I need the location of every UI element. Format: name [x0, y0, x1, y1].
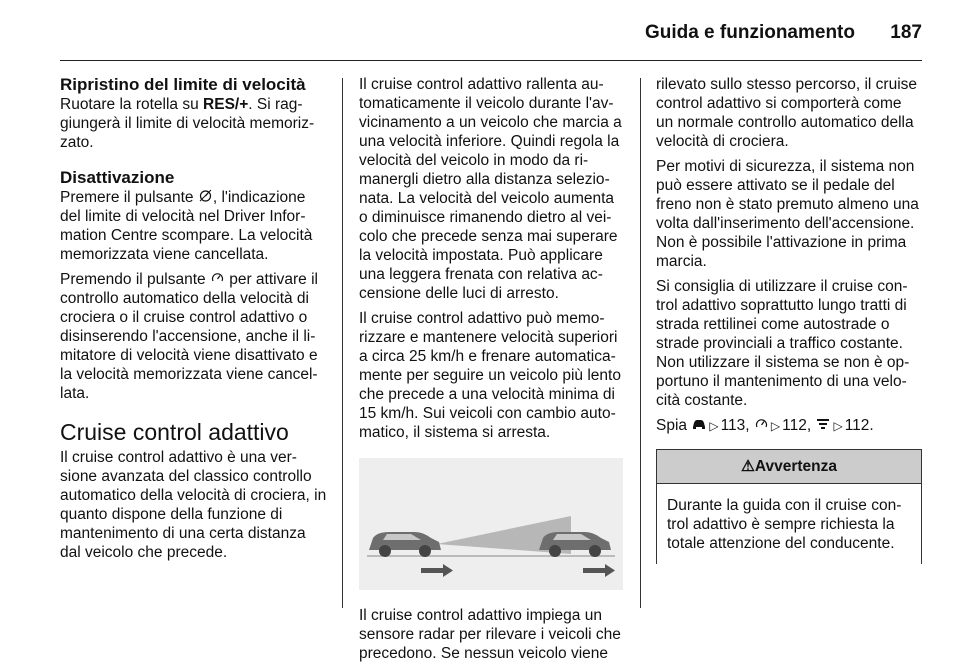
cruise-control-icon — [755, 417, 768, 433]
radar-illustration — [359, 458, 623, 590]
reference-arrow-icon: ▷ — [770, 419, 781, 433]
text-run: Premere il pulsante — [60, 189, 198, 206]
direction-arrow-icon — [583, 564, 615, 577]
page-number: 187 — [890, 22, 922, 43]
header-title: Guida e funzionamento — [644, 22, 855, 43]
page-ref: 113, — [720, 417, 754, 434]
paragraph-cruise-2: Il cruise control adattivo può memorizzare e mantenere velocità superiori a circa 25 km/h e frenare automaticamente per seguire un veicolo più lento che precede a una velocità minima di 15 km/h. Sui veicoli con cambio automatico, il sistema si arresta. — [359, 310, 621, 441]
column-1 — [60, 75, 327, 568]
reference-arrow-icon: ▷ — [833, 419, 843, 433]
column-3 — [656, 75, 922, 564]
warning-body: Durante la guida con il cruise control adattivo è sempre richiesta la totale attenzione del conducente. — [667, 497, 902, 552]
text-run: Premendo il pulsante — [60, 271, 210, 288]
column-2 — [359, 75, 625, 669]
warning-box — [656, 449, 922, 564]
text-run: , l'indicazione del limite di velocità nel Driver Information Centre scompare. La velocità memorizzata viene cancellata. — [60, 189, 313, 263]
control-label-res: RES/+ — [203, 96, 249, 113]
page-ref: 112, — [782, 417, 816, 434]
speed-limiter-icon — [199, 189, 212, 205]
heading-ripristino: Ripristino del limite di velocità — [60, 75, 306, 94]
paragraph-col3-3: Si consiglia di utilizzare il cruise control adattivo soprattutto lungo tratti di strada rettilinei come autostrade o strade provinciali a traffico costante. Non utilizzare il sistema se non è opportuno il mantenimento di una velocità costante. — [656, 278, 910, 409]
spia-label: Spia — [656, 417, 692, 434]
paragraph-disattivazione-2 — [60, 270, 327, 403]
warning-title: Avvertenza — [754, 458, 838, 475]
indicator-references — [656, 416, 922, 436]
vehicle-ahead-icon — [692, 418, 706, 433]
paragraph-disattivazione-1 — [60, 188, 327, 264]
warning-triangle-icon: ⚠ — [740, 458, 755, 475]
direction-arrow-icon — [421, 564, 453, 577]
text-run: per attivare il controllo automatico della velocità di crociera o il cruise control adattivo o disinserendo l'accensione, anche il limitatore di velocità viene disattivato e la velocità memorizzata viene cancellata. — [60, 271, 318, 402]
paragraph-cruise-3: Il cruise control adattivo impiega un sensore radar per rilevare i veicoli che precedono. Se nessun veicolo viene — [359, 607, 621, 662]
paragraph-ripristino — [60, 95, 327, 152]
page-ref: 112. — [844, 417, 874, 434]
cruise-control-icon — [211, 271, 224, 287]
vehicle-ahead-car-icon — [539, 532, 611, 557]
header-rule — [60, 60, 922, 61]
text-run: Ruotare la rotella su — [60, 96, 204, 113]
paragraph-col3-2: Per motivi di sicurezza, il sistema non può essere attivato se il pedale del freno non è stato premuto almeno una volta dall'inserimento dell'accensione. Non è possibile l'attivazione in prima marcia. — [656, 158, 919, 270]
own-car-icon — [369, 532, 441, 557]
following-distance-icon — [816, 418, 830, 433]
warning-header — [657, 450, 921, 484]
paragraph-cruise-intro: Il cruise control adattivo è una versione avanzata del classico controllo automatico della velocità di crociera, in quanto dispone della funzione di mantenimento di una certa distanza dal veicolo che precede. — [60, 449, 327, 561]
text-run: . Si raggiungerà il limite di velocità memorizzato. — [60, 96, 315, 151]
paragraph-col3-1: rilevato sullo stesso percorso, il cruise control adattivo si comporterà come un normale controllo automatico della velocità di crociera. — [656, 76, 918, 150]
paragraph-cruise-1: Il cruise control adattivo rallenta automaticamente il veicolo durante l'avvicinamento a un veicolo che marcia a una velocità inferiore. Quindi regola la velocità del veicolo in modo da rimanergli dietro alla distanza selezionata. La velocità del veicolo aumenta o diminuisce rimanendo dietro al veicolo che precede senza mai superare la velocità impostata. Può applicare una leggera frenata con relativa accensione delle luci di arresto. — [359, 76, 622, 302]
column-divider — [640, 78, 641, 608]
heading-cruise-control: Cruise control adattivo — [60, 419, 289, 445]
reference-arrow-icon: ▷ — [709, 419, 719, 433]
heading-disattivazione: Disattivazione — [60, 168, 175, 187]
column-divider — [342, 78, 343, 608]
